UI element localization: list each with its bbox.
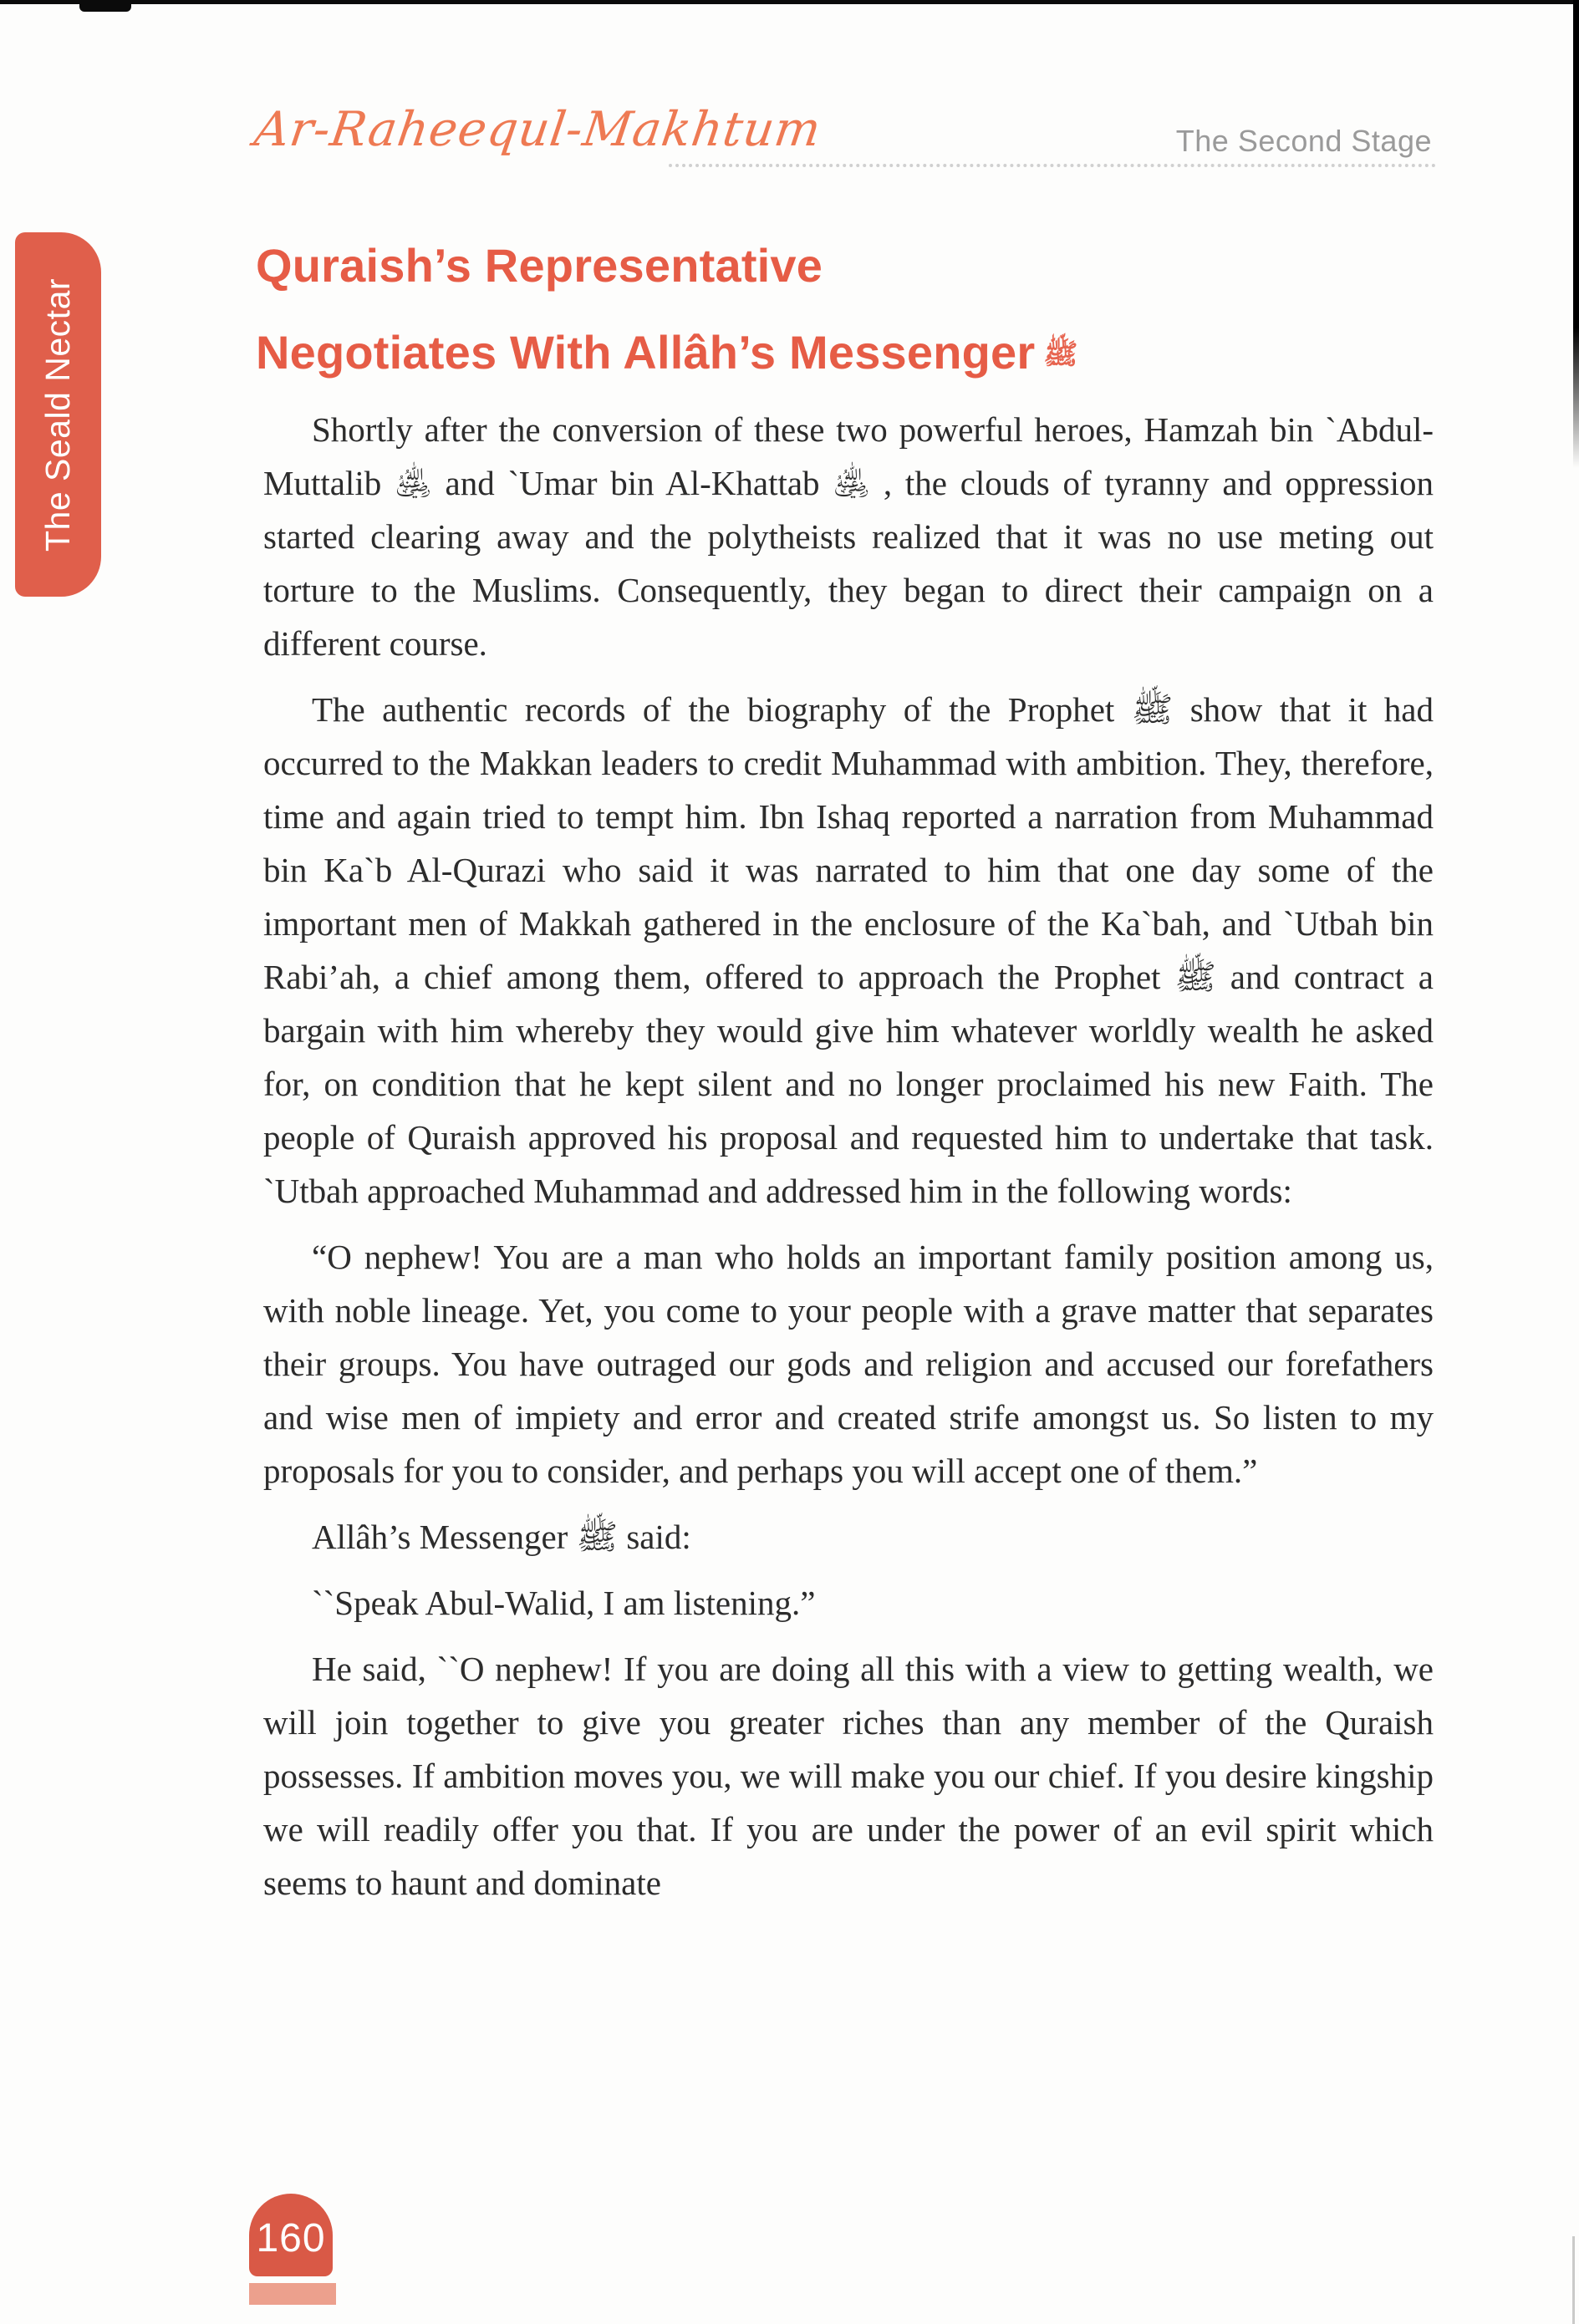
- book-title-script: Ar-Raheequl-Makhtum: [251, 102, 825, 157]
- scan-edge-right-bottom: [1572, 2236, 1575, 2324]
- page-number: 160: [256, 2216, 326, 2260]
- paragraph-3: “O nephew! You are a man who holds an important family position among us, with noble lineage. Yet, you come to your people with a grave matter that separates their groups. You have outraged our gods and religion and accused our forefathers and wise men of impiety and error and created strife amongst us. So listen to my proposals for you to consider, and perhaps you will accept one of them.”: [263, 1238, 1434, 1490]
- paragraph-6: He said, ``O nephew! If you are doing all this with a view to getting wealth, we will join together to give you greater riches than any member of the Quraish possesses. If ambition moves you, we will make you our chief. If you desire kingship we will readily offer you that. If you are under the power of an evil spirit which seems to haunt and dominate: [263, 1650, 1434, 1902]
- chapter-heading: [256, 222, 1259, 403]
- side-tab-label: The Seald Nectar: [38, 277, 77, 552]
- paragraph-4: Allâh’s Messenger ﷺ said:: [312, 1518, 691, 1556]
- paragraph-1: Shortly after the conversion of these two powerful heroes, Hamzah bin `Abdul-Muttalib ﵁ and `Umar bin Al-Khattab ﵁ , the clouds of tyranny and oppression started clearing away and the polytheists realized that it was no use meting out torture to the Muslims. Consequently, they began to direct their campaign on a different course.: [263, 410, 1434, 663]
- scan-edge-top: [0, 0, 1579, 4]
- running-header-stage: The Second Stage: [1175, 124, 1432, 158]
- paragraph-5: ``Speak Abul-Walid, I am listening.”: [312, 1584, 816, 1622]
- page-number-badge: [249, 2194, 333, 2276]
- chapter-heading-line1: Quraish’s Representative: [256, 239, 823, 292]
- body-text-column: [263, 403, 1434, 1922]
- scan-blob-top-left: [79, 0, 131, 12]
- chapter-heading-line2-text: Negotiates With Allâh’s Messenger: [256, 326, 1036, 379]
- scan-edge-right: [1573, 0, 1579, 468]
- paragraph-2: The authentic records of the biography of the Prophet ﷺ show that it had occurred to the Makkan leaders to credit Muhammad with ambition. They, therefore, time and again tried to tempt him. Ibn Ishaq reported a narration from Muhammad bin Ka`b Al-Qurazi who said it was narrated to him that one day some of the important men of Makkah gathered in the enclosure of the Ka`bah, and `Utbah bin Rabi’ah, a chief among them, offered to approach the Prophet ﷺ and contract a bargain with him whereby they would give him whatever worldly wealth he asked for, on condition that he kept silent and no longer proclaimed his new Faith. The people of Quraish approved his proposal and requested him to undertake that task. `Utbah approached Muhammad and addressed him in the following words:: [263, 690, 1434, 1210]
- page-number-underline: [249, 2283, 336, 2305]
- chapter-side-tab: [15, 232, 101, 597]
- chapter-heading-line2: [256, 309, 1259, 403]
- prophet-honorific-glyph: ﷺ: [1043, 338, 1078, 370]
